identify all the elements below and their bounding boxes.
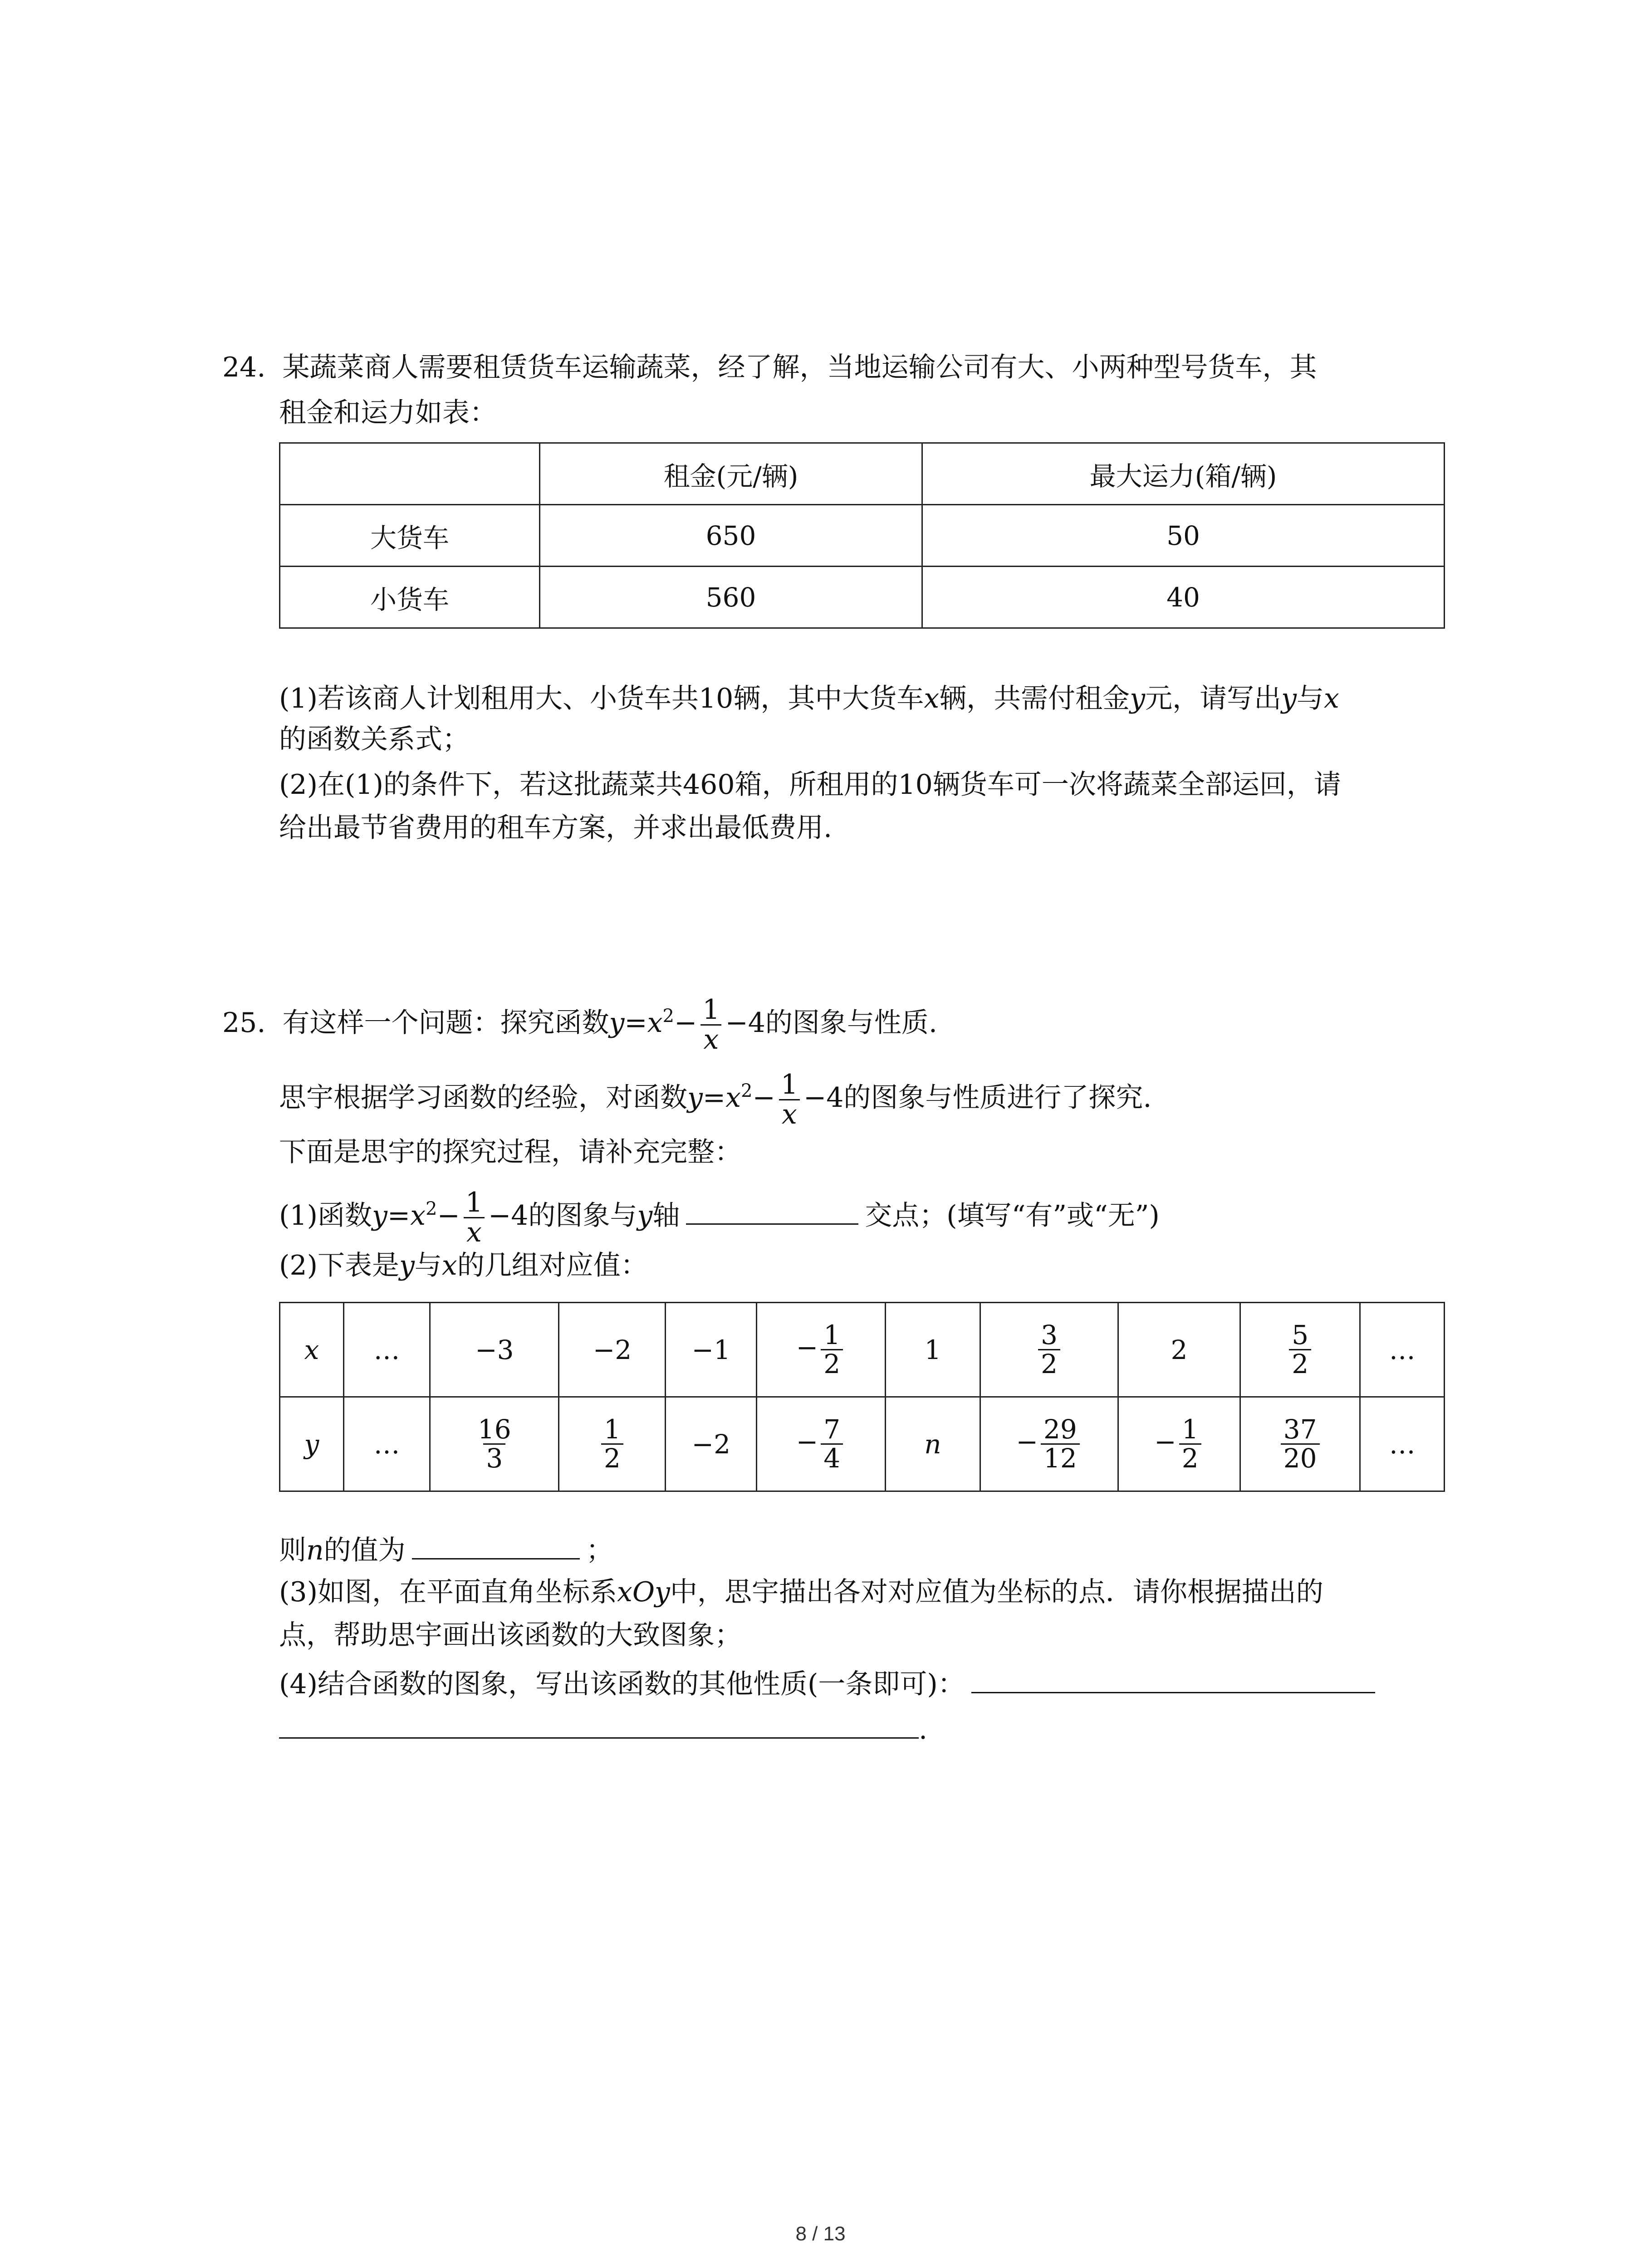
table-cell xyxy=(1240,1303,1360,1397)
fraction-numerator: 29 xyxy=(1043,1414,1077,1445)
constant-term: −4 xyxy=(725,1007,765,1039)
q25-part3-line1 xyxy=(279,1574,1323,1610)
exponent: 2 xyxy=(662,1006,674,1027)
q25-text: 轴 xyxy=(652,1200,680,1232)
table-cell: … xyxy=(1360,1397,1445,1491)
table-cell: 560 xyxy=(540,567,922,628)
q24-text-line2: 租金和运力如表： xyxy=(279,397,497,429)
rental-table xyxy=(279,442,1445,629)
q24-part2-line1: (2)在(1)的条件下，若这批蔬菜共460箱，所租用的10辆货车可一次将蔬菜全部运回，请 xyxy=(279,769,1341,801)
variable-y: y xyxy=(687,1082,703,1114)
variable-y: y xyxy=(372,1200,387,1232)
q24-number: 24. xyxy=(222,352,266,383)
table-cell: 最大运力(箱/辆) xyxy=(922,443,1445,505)
variable-xOy: xOy xyxy=(617,1576,670,1608)
fraction-numerator: 37 xyxy=(1283,1414,1317,1445)
q25-part4-line1 xyxy=(279,1665,1375,1702)
variable-x: x xyxy=(725,1082,741,1114)
fraction xyxy=(1041,1416,1080,1472)
q25-line2 xyxy=(279,1070,1151,1129)
q25-text: 的图象与性质. xyxy=(765,1007,937,1039)
fraction xyxy=(778,1070,801,1129)
table-cell xyxy=(280,443,540,505)
q25-part1 xyxy=(279,1188,1160,1247)
constant-term: −4 xyxy=(803,1082,844,1114)
minus-sign: − xyxy=(752,1082,775,1114)
exponent: 2 xyxy=(741,1080,753,1102)
minus-sign: − xyxy=(1154,1426,1176,1457)
q24-part1-line1 xyxy=(279,680,1339,717)
q25-text: 中，思宇描出各对对应值为坐标的点．请你根据描出的 xyxy=(670,1576,1323,1608)
answer-blank[interactable] xyxy=(686,1196,858,1225)
equals-sign: = xyxy=(624,1007,647,1039)
variable-n: n xyxy=(306,1535,324,1566)
table-row xyxy=(280,567,1445,628)
fraction-denominator: x xyxy=(464,1217,485,1247)
fraction-numerator: 1 xyxy=(1181,1414,1199,1445)
minus-sign: − xyxy=(437,1200,460,1232)
table-cell: 租金(元/辆) xyxy=(540,443,922,505)
fraction-denominator: 20 xyxy=(1281,1443,1320,1472)
minus-sign: − xyxy=(1016,1426,1038,1457)
variable-x: x xyxy=(441,1250,457,1281)
table-row xyxy=(280,505,1445,567)
fraction xyxy=(1038,1321,1060,1378)
table-cell: 小货车 xyxy=(280,567,540,628)
table-cell: 40 xyxy=(922,567,1445,628)
fraction-numerator: 1 xyxy=(823,1320,841,1351)
fraction xyxy=(475,1416,514,1472)
fraction-denominator: 2 xyxy=(1038,1349,1060,1378)
fraction xyxy=(463,1188,485,1247)
table-cell xyxy=(757,1397,886,1491)
table-cell xyxy=(1118,1397,1240,1491)
values-table xyxy=(279,1302,1445,1492)
table-cell: 2 xyxy=(1118,1303,1240,1397)
table-cell: … xyxy=(343,1397,430,1491)
variable-y: y xyxy=(399,1250,415,1281)
variable-y: y xyxy=(1281,683,1297,714)
q25-text: 的图象与 xyxy=(528,1200,637,1232)
table-cell xyxy=(980,1303,1118,1397)
q25-line1 xyxy=(222,996,937,1054)
fraction-denominator: x xyxy=(779,1099,800,1129)
minus-sign: − xyxy=(674,1007,697,1039)
q25-text: 有这样一个问题：探究函数 xyxy=(282,1007,609,1039)
fraction-denominator: 12 xyxy=(1041,1443,1080,1472)
table-cell xyxy=(430,1397,559,1491)
q25-text: 的值为 xyxy=(323,1535,406,1566)
table-cell: n xyxy=(885,1397,980,1491)
fraction xyxy=(601,1416,623,1472)
answer-blank[interactable] xyxy=(279,1710,919,1739)
q25-part3-line2: 点，帮助思宇画出该函数的大致图象； xyxy=(279,1619,742,1651)
fraction-numerator: 1 xyxy=(702,994,720,1026)
fraction xyxy=(821,1416,843,1472)
q25-text: . xyxy=(919,1714,928,1745)
equals-sign: = xyxy=(387,1200,411,1232)
q25-text: 的图象与性质进行了探究. xyxy=(843,1082,1152,1114)
table-cell: … xyxy=(343,1303,430,1397)
table-row-x xyxy=(280,1303,1445,1397)
q25-part2 xyxy=(279,1247,648,1284)
q25-text: 思宇根据学习函数的经验，对函数 xyxy=(279,1082,687,1114)
minus-sign: − xyxy=(796,1332,818,1363)
table-cell xyxy=(1240,1397,1360,1491)
fraction-denominator: 2 xyxy=(601,1443,623,1472)
table-cell xyxy=(980,1397,1118,1491)
fraction-denominator: 2 xyxy=(1179,1443,1201,1472)
table-cell: 1 xyxy=(885,1303,980,1397)
variable-x: x xyxy=(647,1007,663,1039)
q25-part4-line2 xyxy=(279,1710,927,1748)
answer-blank[interactable] xyxy=(412,1531,580,1559)
table-cell: −2 xyxy=(666,1397,757,1491)
table-cell: −1 xyxy=(666,1303,757,1397)
minus-sign: − xyxy=(796,1426,818,1457)
q24-part1-text: 辆，共需付租金 xyxy=(939,683,1130,714)
q25-text: 的几组对应值： xyxy=(457,1250,648,1281)
fraction-numerator: 1 xyxy=(603,1414,621,1445)
exponent: 2 xyxy=(426,1198,437,1220)
q24-line1 xyxy=(222,349,1317,386)
page-number: 8 / 13 xyxy=(795,2223,846,2245)
fraction-denominator: 3 xyxy=(483,1443,505,1472)
q25-text: (3)如图，在平面直角坐标系 xyxy=(279,1576,617,1608)
table-header-row xyxy=(280,443,1445,505)
q25-number: 25. xyxy=(222,1007,266,1039)
fraction-denominator: 2 xyxy=(1289,1349,1311,1378)
table-cell: 大货车 xyxy=(280,505,540,567)
fraction-numerator: 1 xyxy=(465,1187,483,1218)
table-label-x: x xyxy=(280,1303,344,1397)
table-cell: 650 xyxy=(540,505,922,567)
q25-then xyxy=(279,1531,613,1569)
fraction xyxy=(700,996,722,1054)
variable-x: x xyxy=(410,1200,426,1232)
variable-y: y xyxy=(637,1200,653,1232)
table-cell xyxy=(559,1397,666,1491)
q24-part1-text: 与 xyxy=(1297,683,1324,714)
equals-sign: = xyxy=(702,1082,726,1114)
fraction-numerator: 1 xyxy=(780,1069,798,1100)
fraction xyxy=(1179,1416,1201,1472)
q25-text: 与 xyxy=(414,1250,442,1281)
q25-line3: 下面是思宇的探究过程，请补充完整： xyxy=(279,1136,742,1168)
q25-text: (1)函数 xyxy=(279,1200,372,1232)
constant-term: −4 xyxy=(488,1200,529,1232)
q24-part1-line2: 的函数关系式； xyxy=(279,723,470,755)
fraction-numerator: 7 xyxy=(823,1414,841,1445)
fraction xyxy=(1289,1321,1311,1378)
fraction xyxy=(1281,1416,1320,1472)
table-cell: … xyxy=(1360,1303,1445,1397)
fraction-numerator: 5 xyxy=(1292,1320,1309,1351)
q25-text: 则 xyxy=(279,1535,306,1566)
q24-part1-text: 元，请写出 xyxy=(1145,683,1282,714)
fraction-denominator: 4 xyxy=(821,1443,843,1472)
variable-y: y xyxy=(1130,683,1146,714)
variable-y: y xyxy=(609,1007,625,1039)
q25-text: (2)下表是 xyxy=(279,1250,399,1281)
fraction-denominator: 2 xyxy=(821,1349,843,1378)
q25-text: (4)结合函数的图象，写出该函数的其他性质(一条即可)： xyxy=(279,1668,965,1700)
q24-part2-line2: 给出最节省费用的租车方案，并求出最低费用. xyxy=(279,812,833,844)
answer-blank[interactable] xyxy=(971,1665,1375,1693)
table-row-y xyxy=(280,1397,1445,1491)
q25-text: 交点；(填写“有”或“无”) xyxy=(865,1200,1160,1232)
fraction-numerator: 16 xyxy=(477,1414,511,1445)
fraction-numerator: 3 xyxy=(1041,1320,1058,1351)
variable-x: x xyxy=(924,683,940,714)
table-label-y: y xyxy=(280,1397,344,1491)
q25-text: ； xyxy=(586,1535,613,1566)
variable-x: x xyxy=(1324,683,1339,714)
table-cell: 50 xyxy=(922,505,1445,567)
q24-text-line1: 某蔬菜商人需要租赁货车运输蔬菜，经了解，当地运输公司有大、小两种型号货车，其 xyxy=(282,352,1317,383)
fraction-denominator: x xyxy=(700,1024,721,1054)
q24-part1-text: (1)若该商人计划租用大、小货车共10辆，其中大货车 xyxy=(279,683,924,714)
table-cell: −3 xyxy=(430,1303,559,1397)
fraction xyxy=(821,1321,843,1378)
table-cell: −2 xyxy=(559,1303,666,1397)
table-cell xyxy=(757,1303,886,1397)
